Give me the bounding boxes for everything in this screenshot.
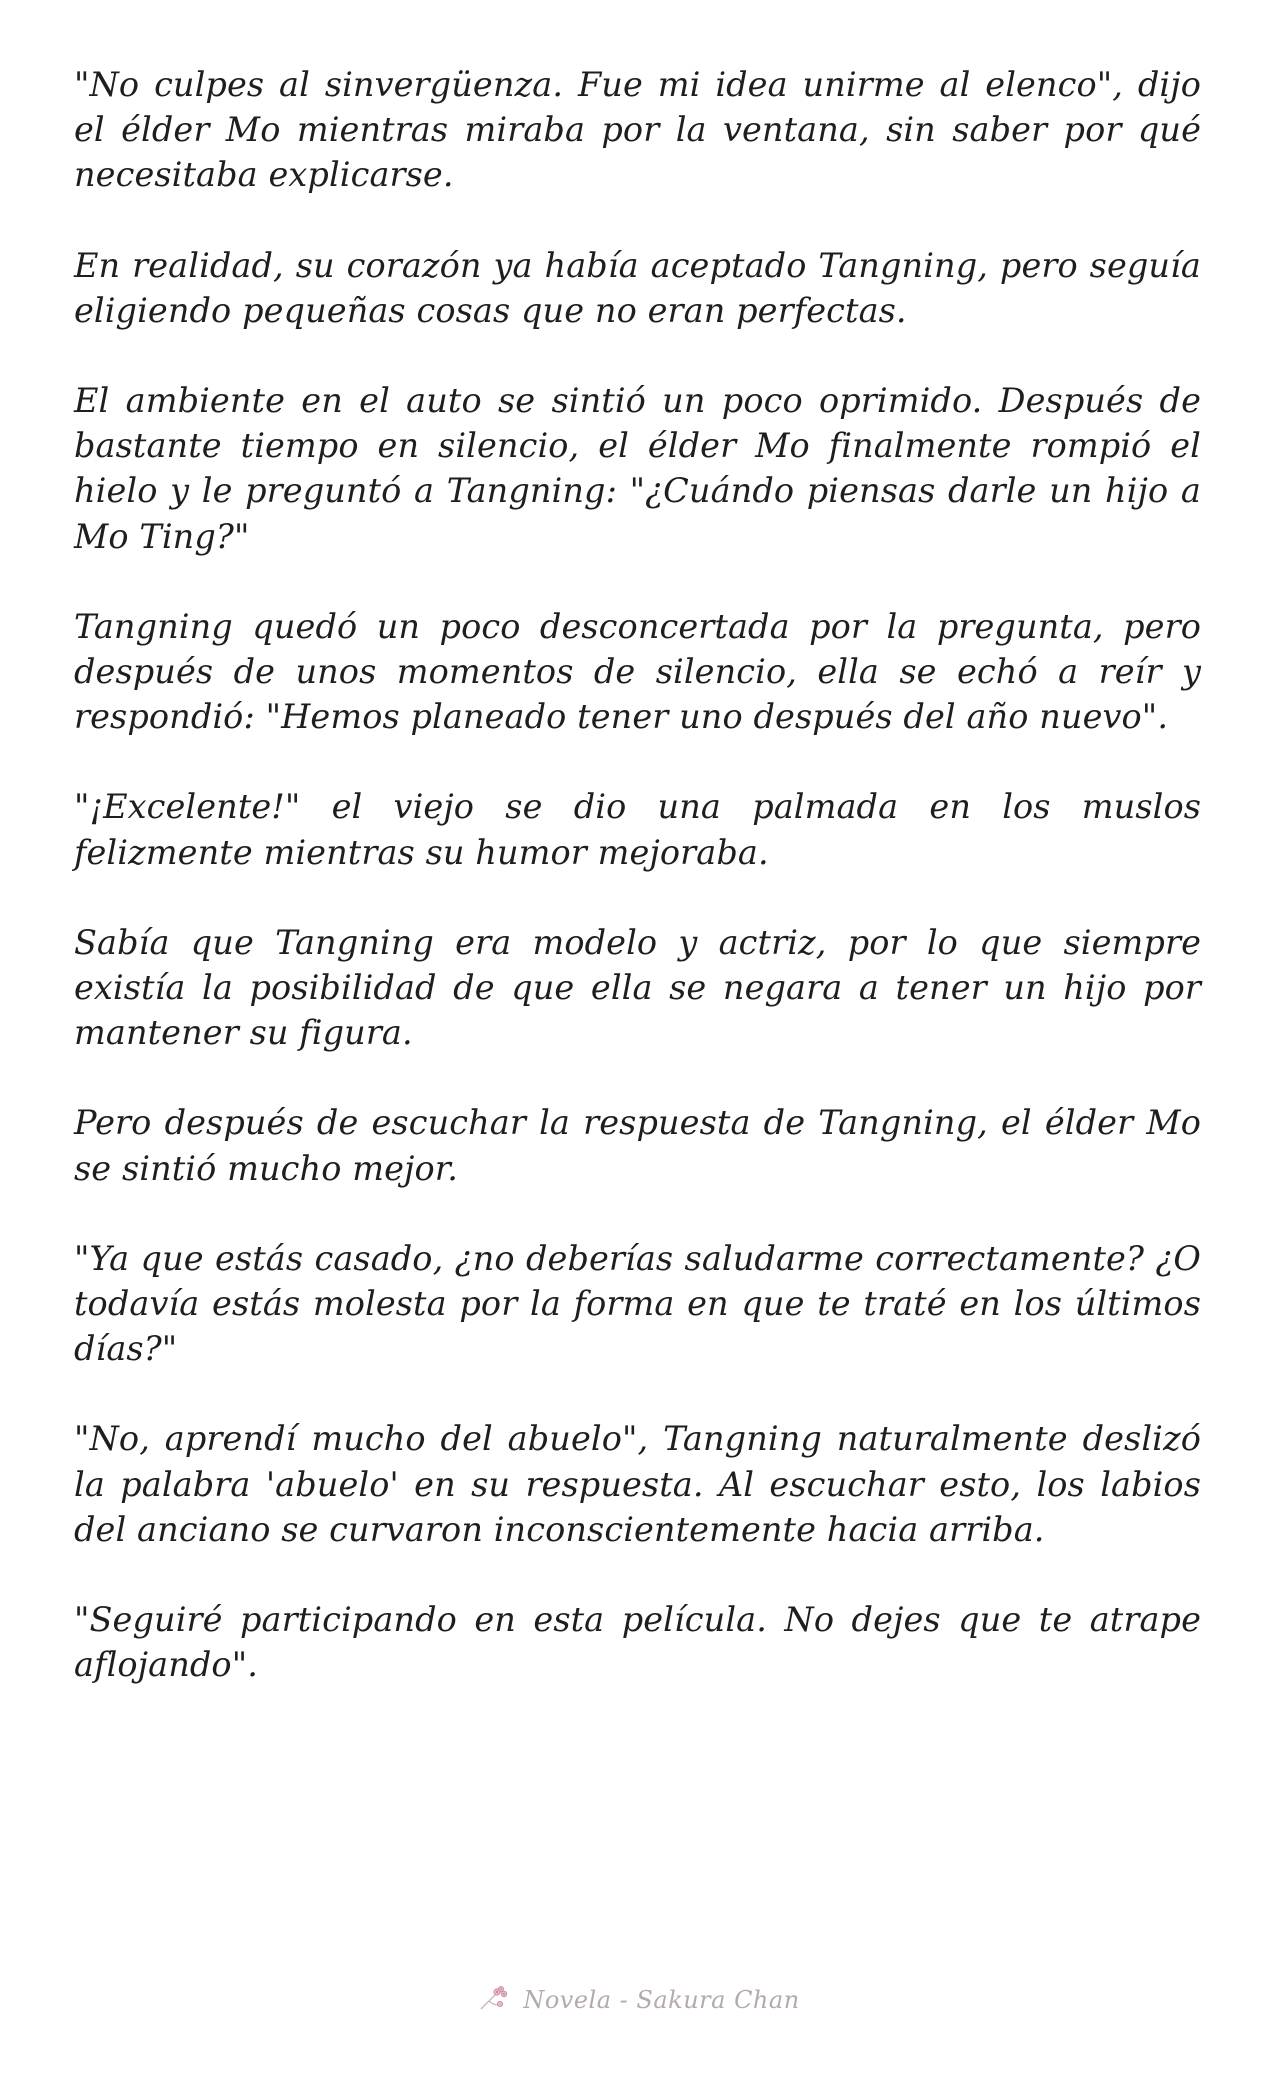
- paragraph: El ambiente en el auto se sintió un poco oprimido. Después de bastante tiempo en silencio, el élder Mo finalmente rompió el hielo y le preguntó a Tangning: "¿Cuándo piensas darle un hijo a Mo Ting?": [74, 381, 1201, 556]
- paragraph: En realidad, su corazón ya había aceptado Tangning, pero seguía eligiendo pequeñas cosas que no eran perfectas.: [74, 245, 1201, 330]
- document-body: [74, 62, 1201, 1732]
- paragraph: Sabía que Tangning era modelo y actriz, por lo que siempre existía la posibilidad de que ella se negara a tener un hijo por mantener su figura.: [74, 922, 1201, 1053]
- footer-watermark: [475, 1983, 799, 2017]
- paragraph: Tangning quedó un poco desconcertada por la pregunta, pero después de unos momentos de silencio, ella se echó a reír y respondió: "Hemos planeado tener uno después del año nuevo".: [74, 606, 1201, 737]
- paragraph: "¡Excelente!" el viejo se dio una palmada en los muslos felizmente mientras su humor mejoraba.: [74, 787, 1201, 872]
- sakura-flower-icon: [475, 1983, 513, 2017]
- paragraph: "Seguiré participando en esta película. No dejes que te atrape aflojando".: [74, 1600, 1201, 1685]
- footer: [0, 1983, 1275, 2022]
- paragraph: Pero después de escuchar la respuesta de Tangning, el élder Mo se sintió mucho mejor.: [74, 1103, 1201, 1188]
- paragraph: "Ya que estás casado, ¿no deberías saludarme correctamente? ¿O todavía estás molesta por la forma en que te traté en los últimos días?": [74, 1238, 1201, 1369]
- paragraph: "No culpes al sinvergüenza. Fue mi idea unirme al elenco", dijo el élder Mo mientras miraba por la ventana, sin saber por qué necesitaba explicarse.: [74, 65, 1201, 195]
- paragraph: "No, aprendí mucho del abuelo", Tangning naturalmente deslizó la palabra 'abuelo' en su respuesta. Al escuchar esto, los labios del anciano se curvaron inconscientemente hacia arriba.: [74, 1419, 1201, 1549]
- footer-text: Novela - Sakura Chan: [523, 1986, 800, 2014]
